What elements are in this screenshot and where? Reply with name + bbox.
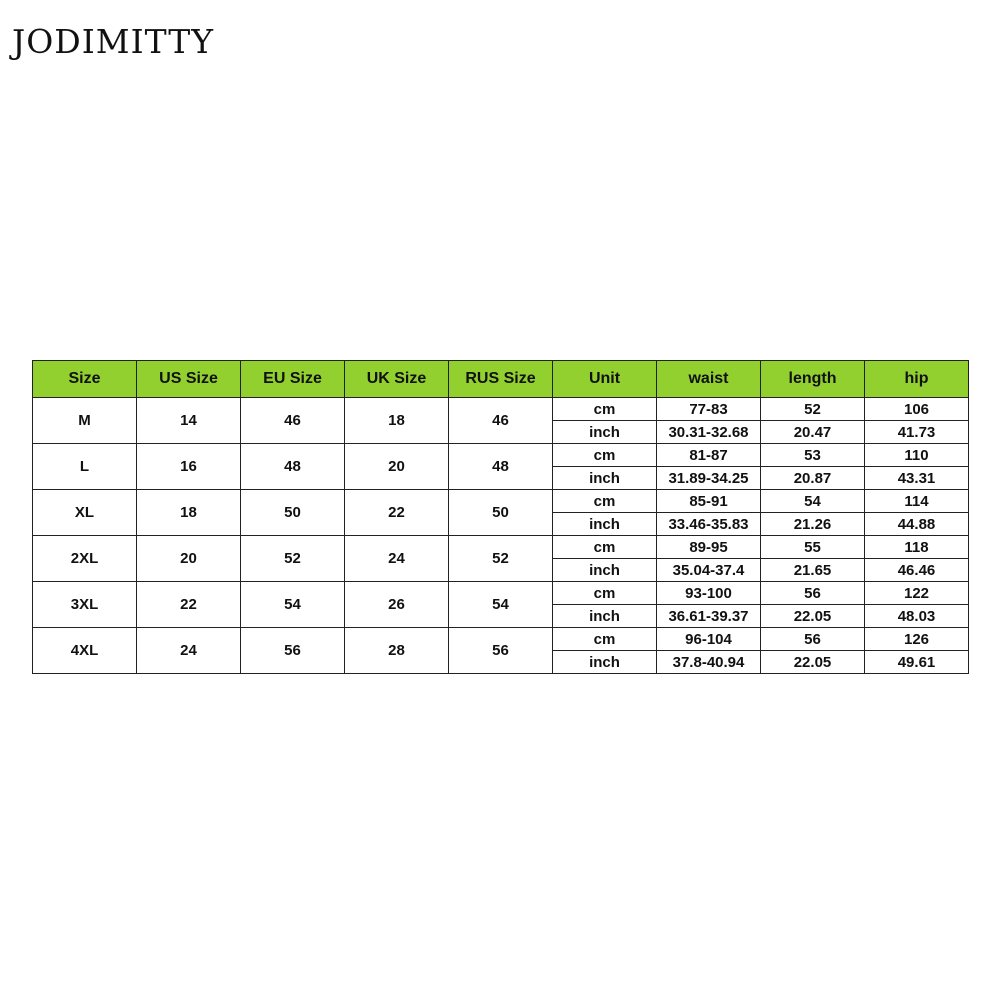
cell-hip: 49.61 [865, 651, 969, 674]
header-length: length [761, 361, 865, 398]
cell-rus-size: 48 [449, 444, 553, 490]
cell-unit: cm [553, 628, 657, 651]
header-eu-size: EU Size [241, 361, 345, 398]
cell-length: 21.65 [761, 559, 865, 582]
cell-length: 53 [761, 444, 865, 467]
cell-waist: 35.04-37.4 [657, 559, 761, 582]
table-row [33, 536, 969, 559]
cell-hip: 118 [865, 536, 969, 559]
cell-unit: inch [553, 513, 657, 536]
table-body [33, 398, 969, 674]
cell-waist: 33.46-35.83 [657, 513, 761, 536]
size-chart-table [32, 360, 969, 674]
cell-us-size: 14 [137, 398, 241, 444]
cell-waist: 85-91 [657, 490, 761, 513]
cell-size: L [33, 444, 137, 490]
cell-length: 56 [761, 628, 865, 651]
cell-unit: cm [553, 444, 657, 467]
cell-us-size: 22 [137, 582, 241, 628]
cell-uk-size: 24 [345, 536, 449, 582]
cell-hip: 114 [865, 490, 969, 513]
cell-us-size: 20 [137, 536, 241, 582]
cell-uk-size: 22 [345, 490, 449, 536]
cell-waist: 36.61-39.37 [657, 605, 761, 628]
cell-unit: cm [553, 490, 657, 513]
cell-unit: cm [553, 536, 657, 559]
cell-unit: inch [553, 467, 657, 490]
cell-waist: 37.8-40.94 [657, 651, 761, 674]
table-header-row [33, 361, 969, 398]
cell-hip: 41.73 [865, 421, 969, 444]
cell-length: 55 [761, 536, 865, 559]
header-size: Size [33, 361, 137, 398]
table-row [33, 628, 969, 651]
cell-length: 21.26 [761, 513, 865, 536]
cell-uk-size: 20 [345, 444, 449, 490]
cell-length: 20.47 [761, 421, 865, 444]
cell-rus-size: 50 [449, 490, 553, 536]
cell-hip: 122 [865, 582, 969, 605]
cell-eu-size: 48 [241, 444, 345, 490]
cell-rus-size: 54 [449, 582, 553, 628]
cell-length: 56 [761, 582, 865, 605]
cell-waist: 30.31-32.68 [657, 421, 761, 444]
cell-size: 2XL [33, 536, 137, 582]
header-unit: Unit [553, 361, 657, 398]
cell-eu-size: 46 [241, 398, 345, 444]
cell-us-size: 24 [137, 628, 241, 674]
cell-waist: 81-87 [657, 444, 761, 467]
cell-size: XL [33, 490, 137, 536]
cell-hip: 110 [865, 444, 969, 467]
cell-eu-size: 54 [241, 582, 345, 628]
cell-length: 54 [761, 490, 865, 513]
cell-waist: 93-100 [657, 582, 761, 605]
cell-unit: inch [553, 421, 657, 444]
cell-rus-size: 56 [449, 628, 553, 674]
cell-waist: 31.89-34.25 [657, 467, 761, 490]
cell-size: 3XL [33, 582, 137, 628]
cell-uk-size: 26 [345, 582, 449, 628]
header-uk-size: UK Size [345, 361, 449, 398]
table-row [33, 582, 969, 605]
brand-title: JODIMITTY [12, 22, 215, 61]
cell-hip: 44.88 [865, 513, 969, 536]
cell-unit: inch [553, 559, 657, 582]
cell-unit: cm [553, 398, 657, 421]
cell-rus-size: 46 [449, 398, 553, 444]
table-row [33, 490, 969, 513]
cell-rus-size: 52 [449, 536, 553, 582]
cell-eu-size: 56 [241, 628, 345, 674]
cell-waist: 77-83 [657, 398, 761, 421]
cell-uk-size: 18 [345, 398, 449, 444]
cell-size: M [33, 398, 137, 444]
cell-hip: 48.03 [865, 605, 969, 628]
cell-waist: 96-104 [657, 628, 761, 651]
cell-unit: cm [553, 582, 657, 605]
cell-uk-size: 28 [345, 628, 449, 674]
cell-length: 22.05 [761, 651, 865, 674]
cell-length: 20.87 [761, 467, 865, 490]
header-waist: waist [657, 361, 761, 398]
cell-unit: inch [553, 605, 657, 628]
cell-unit: inch [553, 651, 657, 674]
table-row [33, 444, 969, 467]
cell-hip: 106 [865, 398, 969, 421]
cell-hip: 43.31 [865, 467, 969, 490]
cell-hip: 46.46 [865, 559, 969, 582]
cell-waist: 89-95 [657, 536, 761, 559]
table-row [33, 398, 969, 421]
cell-us-size: 18 [137, 490, 241, 536]
cell-hip: 126 [865, 628, 969, 651]
cell-length: 52 [761, 398, 865, 421]
cell-eu-size: 52 [241, 536, 345, 582]
header-hip: hip [865, 361, 969, 398]
cell-length: 22.05 [761, 605, 865, 628]
header-rus-size: RUS Size [449, 361, 553, 398]
cell-us-size: 16 [137, 444, 241, 490]
cell-size: 4XL [33, 628, 137, 674]
header-us-size: US Size [137, 361, 241, 398]
cell-eu-size: 50 [241, 490, 345, 536]
